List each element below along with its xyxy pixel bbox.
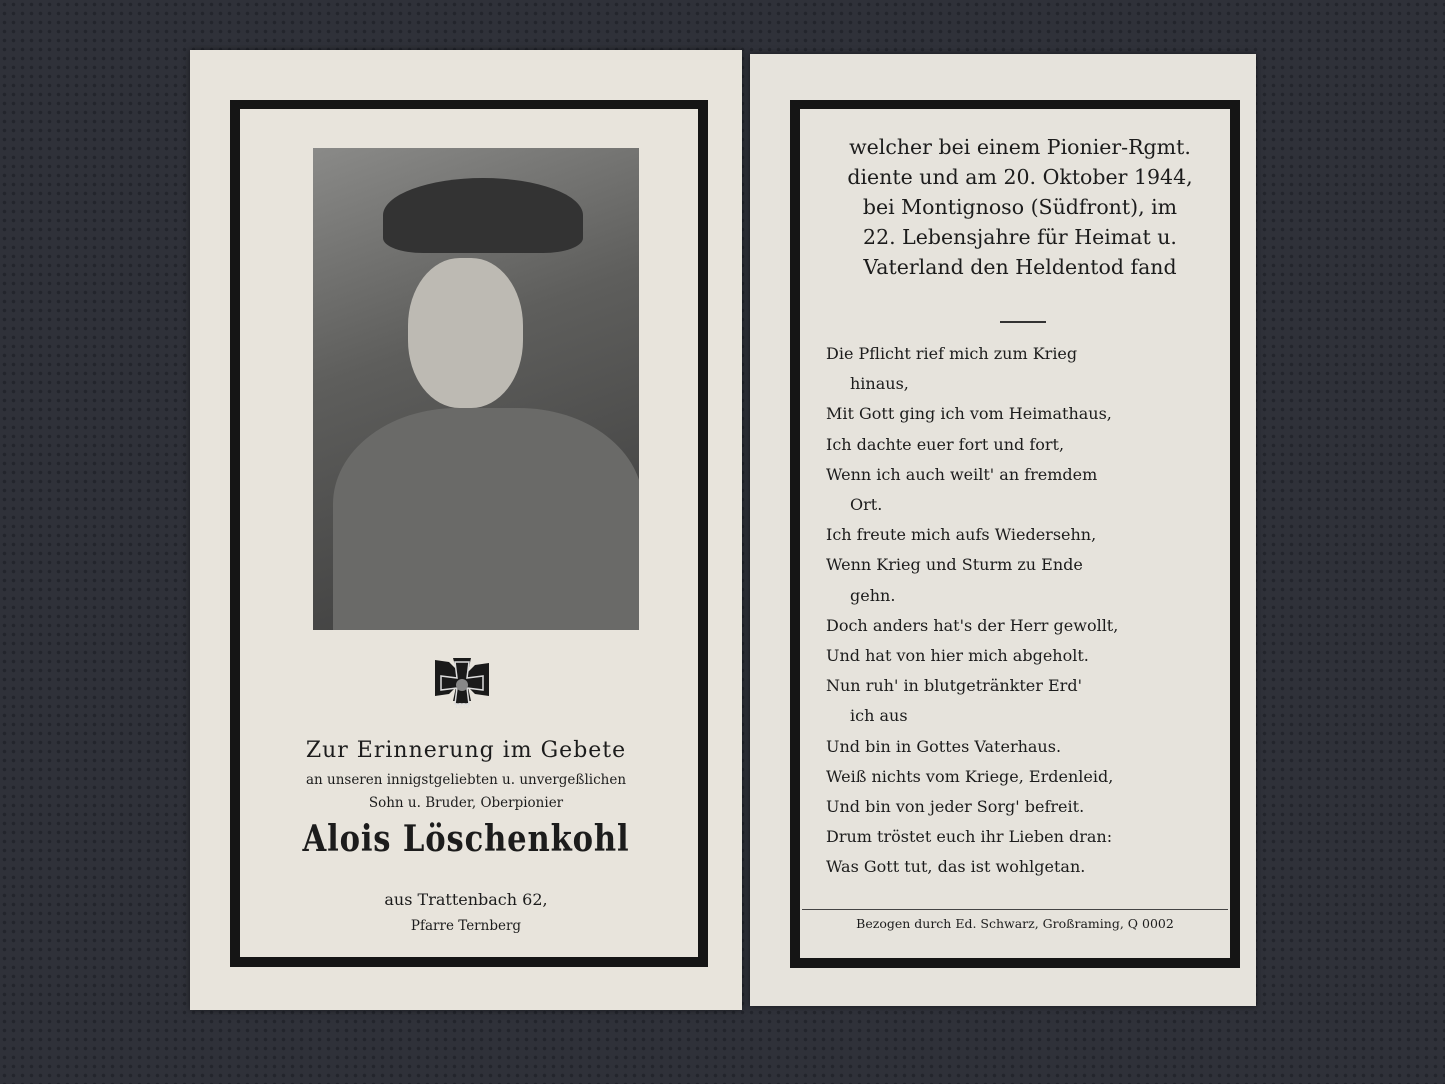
mourning-border-bottom [790, 958, 1240, 968]
mourning-border-left [790, 100, 800, 968]
intro-line: diente und am 20. Oktober 1944, [847, 165, 1193, 189]
poem-line: Ort. [850, 495, 883, 515]
iron-cross-icon [433, 656, 491, 714]
intro-line: Vaterland den Heldentod fand [863, 255, 1177, 279]
poem-line: Weiß nichts vom Kriege, Erdenleid, [826, 766, 1114, 786]
relation-line: Sohn u. Bruder, Oberpionier [368, 795, 564, 811]
soldier-portrait-photo [313, 148, 639, 630]
origin-line: aus Trattenbach 62, [384, 890, 548, 909]
poem-line: ich aus [850, 706, 908, 726]
cross-year: 1939 [454, 703, 470, 710]
poem-line: gehn. [850, 585, 896, 605]
mourning-border-right [1230, 100, 1240, 968]
right-page [750, 54, 1256, 1006]
divider [1000, 321, 1046, 323]
mourning-border-top [790, 100, 1240, 109]
poem-line: Ich dachte euer fort und fort, [826, 434, 1065, 454]
left-page [190, 50, 742, 1010]
heading: Zur Erinnerung im Gebete [305, 738, 627, 763]
poem-line: Wenn Krieg und Sturm zu Ende [826, 555, 1083, 575]
death-notice-intro [830, 132, 1210, 282]
poem-line: Ich freute mich aufs Wiedersehn, [826, 525, 1097, 545]
poem-line: Was Gott tut, das ist wohlgetan. [826, 857, 1086, 877]
poem-line: Nun ruh' in blutgetränkter Erd' [826, 676, 1082, 696]
poem [826, 339, 1118, 883]
mourning-border-bottom [230, 957, 702, 967]
poem-line: Und bin in Gottes Vaterhaus. [826, 736, 1062, 756]
poem-line: Doch anders hat's der Herr gewollt, [826, 615, 1119, 635]
intro-line: bei Montignoso (Südfront), im [862, 195, 1178, 219]
parish-line: Pfarre Ternberg [410, 918, 522, 934]
footer-rule [802, 909, 1228, 910]
poem-line: Und bin von jeder Sorg' befreit. [826, 797, 1085, 817]
intro-line: 22. Lebensjahre für Heimat u. [863, 225, 1177, 249]
poem-line: Drum tröstet euch ihr Lieben dran: [826, 827, 1113, 847]
poem-line: Und hat von hier mich abgeholt. [826, 646, 1089, 666]
deceased-name: Alois Löschenkohl [302, 818, 630, 860]
poem-line: hinaus, [850, 374, 909, 394]
mourning-border-top [230, 100, 702, 109]
poem-line: Wenn ich auch weilt' an fremdem [826, 464, 1098, 484]
poem-line: Die Pflicht rief mich zum Krieg [826, 344, 1078, 363]
printer-credit: Bezogen durch Ed. Schwarz, Großraming, Q 0002 [856, 916, 1174, 931]
intro-line: welcher bei einem Pionier-Rgmt. [849, 135, 1191, 159]
poem-line: Mit Gott ging ich vom Heimathaus, [826, 404, 1112, 424]
dedication-line: an unseren innigstgeliebten u. unvergeßlichen [305, 772, 627, 788]
